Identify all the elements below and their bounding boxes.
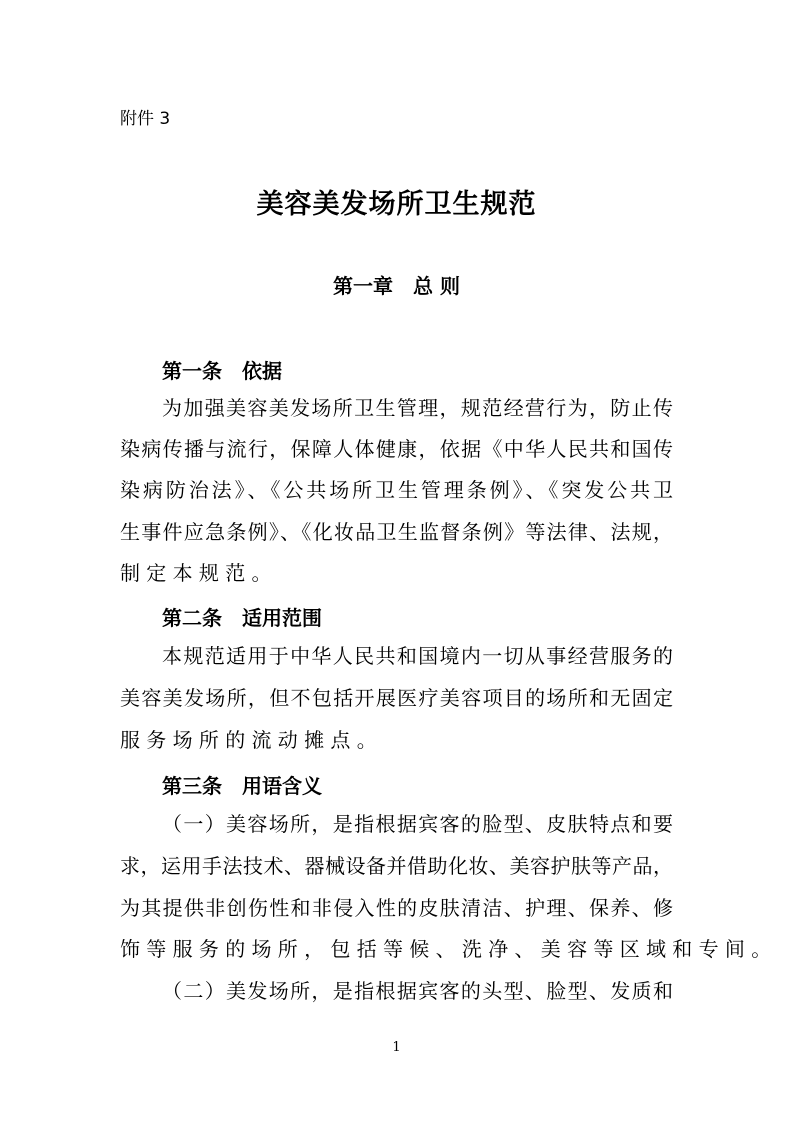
attachment-label: 附件 3 (120, 109, 171, 129)
paragraph-line: 生事件应急条例》、《化妆品卫生监督条例》等法律、法规， (120, 520, 673, 544)
article-heading: 第一条 依据 (162, 359, 282, 383)
paragraph-line: 制定本规范。 (120, 561, 278, 585)
paragraph-line: 求，运用手法技术、器械设备并借助化妆、美容护肤等产品， (120, 854, 673, 878)
article-heading: 第三条 用语含义 (162, 774, 322, 798)
page-number: 1 (392, 1040, 401, 1055)
paragraph-line: 染病传播与流行，保障人体健康，依据《中华人民共和国传 (120, 437, 673, 461)
paragraph-line: （二）美发场所，是指根据宾客的头型、脸型、发质和 (162, 979, 673, 1003)
document-title: 美容美发场所卫生规范 (256, 189, 537, 220)
paragraph-line: 染病防治法》、《公共场所卫生管理条例》、《突发公共卫 (120, 478, 673, 502)
paragraph-line: 服务场所的流动摊点。 (120, 728, 383, 752)
paragraph-line: 本规范适用于中华人民共和国境内一切从事经营服务的 (162, 644, 673, 668)
article-heading: 第二条 适用范围 (162, 606, 322, 630)
paragraph-line: 为其提供非创伤性和非侵入性的皮肤清洁、护理、保养、修 (120, 896, 673, 920)
paragraph-line: 美容美发场所，但不包括开展医疗美容项目的场所和无固定 (120, 686, 673, 710)
paragraph-line: 饰等服务的场所，包括等候、洗净、美容等区域和专间。 (120, 937, 778, 961)
chapter-heading: 第一章 总 则 (333, 274, 460, 298)
paragraph-line: 为加强美容美发场所卫生管理，规范经营行为，防止传 (162, 396, 673, 420)
paragraph-line: （一）美容场所，是指根据宾客的脸型、皮肤特点和要 (162, 812, 673, 836)
